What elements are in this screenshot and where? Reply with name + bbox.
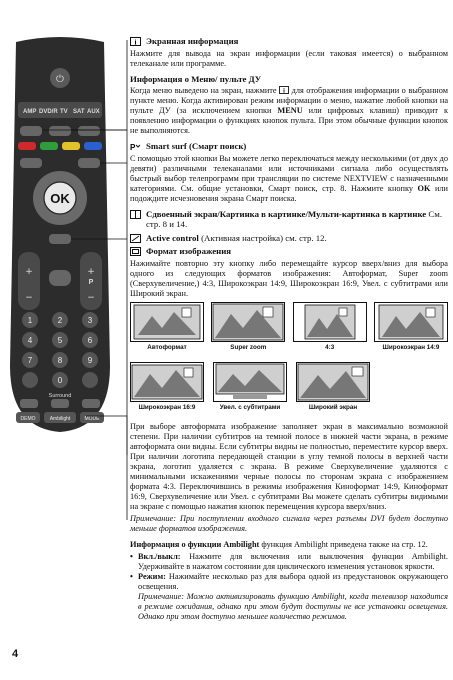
volume-down-label: −: [25, 293, 33, 303]
blue-key[interactable]: [84, 142, 102, 150]
svg-text:i: i: [134, 38, 137, 46]
mode-key-dvd[interactable]: DVD/R: [39, 109, 58, 115]
format-caption: Super zoom: [230, 343, 267, 351]
digit-label-9: 9: [87, 356, 93, 365]
format-auto-image: [130, 302, 204, 342]
digit-label-5: 5: [57, 336, 63, 345]
active-control-icon: [130, 234, 141, 243]
ambilight-label: Ambilight: [49, 416, 71, 422]
dual-screen-title-row: [130, 209, 448, 230]
menu-info-text-a: Когда меню выведено на экран, нажмите: [130, 86, 280, 95]
digit-label-4: 4: [27, 336, 33, 345]
ambilight-mode-label: Режим:: [138, 571, 166, 581]
svg-text:i: i: [283, 87, 285, 94]
picture-format-note: Примечание: При поступлении входного сигнала через разъемы DVI будет доступно меньше форматов изображения.: [130, 513, 448, 533]
ambilight-intro: [130, 540, 448, 550]
format-43-image: [293, 302, 367, 342]
menu-button[interactable]: [78, 126, 100, 136]
ambilight-note: Примечание: Можно активизировать функцию Ambilight, когда телевизор находится в режиме ожидания, однако при этом будут доступны не все установки освещения. Однако при этом доступно меньшее количество режимов.: [138, 591, 448, 621]
dual-screen-icon: [130, 210, 141, 219]
format-frame: [293, 302, 367, 358]
format-frame: [213, 362, 287, 418]
format-caption: Широкоэкран 14:9: [382, 343, 440, 351]
menu-info-text-b: для отображения информации о выбранном пункте меню. Когда активирован режим информации о меню, нажатие любой кнопки на пульте ДУ (за исключением кнопки: [130, 86, 448, 115]
format-frame: [296, 362, 370, 418]
format-caption: Автоформат: [147, 343, 187, 351]
format-frames-row-2: [130, 362, 448, 418]
picture-format-icon: [130, 247, 141, 256]
digit-label-8: 8: [57, 356, 63, 365]
picture-format-text: Нажимайте повторно эту кнопку либо перемещайте курсор вверх/вниз для выбора одного из следующих форматов изображения: Автоформат, Super zoom (Сверхувеличение,) 4:3, Широкоэкран 14:9, Широкоэкран 16:9, Увел. с субтитрами или Широкий экран.: [130, 258, 448, 298]
remote-control-illustration: [2, 36, 118, 434]
picture-format-body: При выборе автоформата изображение заполняет экран в максимально возможной степени. При наличии субтитров на темной полосе в нижней части экрана, в режиме автоформата они видны. Если субтитры видны не полностью, переместите курсор вверх. При наличии логотипа передающей станции в углу темной полосы в верхней части экрана, логотип удаляется с экрана. В режиме Сверхувеличение удаляются с минимальными искажениями черные полосы по сторонам экрана с изображением формата 4:3. Переключившись в режимы изображения Киноформат 14:9, Киноформат 16:9, Сверхувеличение или Увел. с субтитрами Вы можете сделать субтитры видимыми на экране с помощью нажатия кнопок перемещения курсора вверх/вниз.: [130, 421, 448, 511]
picture-format-title-row: [130, 246, 448, 257]
smart-surf-text-a: С помощью этой кнопки Вы можете легко переключаться между несколькими (от двух до девяти) различными телеканалами или источниками сигнала либо осуществлять быстрый выбор телепрограмм при трансляции по системе NEXTVIEW с назначенными категориями. См. общие установки, Смарт поиск, стр. 8. Нажмите кнопку: [130, 153, 449, 193]
smart-surf-text-b: или подождите исчезновения экрана Смарт поиска.: [130, 183, 448, 203]
format-frame: [211, 302, 285, 358]
dual-screen-ref: См. стр. 8 и 14.: [146, 208, 443, 229]
red-key[interactable]: [18, 142, 36, 150]
format-wide149-image: [374, 302, 448, 342]
format-caption: Широкоэкран 16:9: [138, 403, 196, 411]
surround-label: Surround: [48, 393, 72, 399]
ok-label: OK: [50, 191, 70, 206]
smart-surf-icon: [130, 142, 141, 151]
teletext-key[interactable]: [22, 372, 38, 388]
previous-program-key[interactable]: [82, 372, 98, 388]
page-number: 4: [12, 648, 19, 660]
smart-surf-button[interactable]: [49, 126, 71, 136]
menu-key-name: MENU: [277, 106, 303, 115]
picture-format-title: Формат изображения: [146, 246, 232, 256]
info-icon-inline: [279, 86, 289, 94]
ambilight-onoff-label: Вкл./выкл:: [138, 551, 181, 561]
program-p-label: P: [88, 279, 94, 286]
digit-label-6: 6: [87, 336, 93, 345]
dual-screen-button[interactable]: [20, 158, 42, 168]
program-up-label: +: [87, 267, 95, 277]
ambilight-title: Информация о функции Ambilight: [130, 539, 260, 549]
surround-left-button[interactable]: [20, 399, 38, 408]
text-column: [130, 36, 448, 622]
format-caption: Увел. с субтитрами: [219, 403, 281, 411]
format-caption: Широкий экран: [308, 403, 358, 411]
format-widescreen-image: [296, 362, 370, 402]
screen-info-title: Экранная информация: [146, 36, 239, 46]
info-button[interactable]: [20, 126, 42, 136]
active-control-title: Active control: [146, 232, 199, 243]
info-icon: [130, 37, 141, 46]
smart-surf-title-row: [130, 141, 448, 152]
ambilight-onoff-item: • Вкл./выкл: Нажмите для включения или выключения функции Ambilight. Удерживайте в нажатом состоянии для циклического изменения установок яркости.: [130, 551, 448, 571]
format-frame: [130, 302, 204, 358]
yellow-key[interactable]: [62, 142, 80, 150]
active-control-title-row: [130, 233, 448, 244]
menu-info-title-text: Информация о Меню/ пульте ДУ: [130, 73, 262, 84]
volume-up-label: +: [25, 267, 33, 277]
format-superzoom-image: [211, 302, 285, 342]
digit-label-7: 7: [27, 356, 33, 365]
smart-surf-title: Smart surf (Смарт поиск): [146, 141, 247, 151]
ambilight-onoff-text: Нажмите для включения или выключения функции Ambilight. Удерживайте в нажатом состоянии для циклического изменения установок яркости.: [138, 551, 448, 571]
format-subtitle-zoom-image: [213, 362, 287, 402]
mode-key-aux[interactable]: AUX: [87, 109, 100, 115]
surround-right-button[interactable]: [82, 399, 100, 408]
surround-mid-button[interactable]: [51, 399, 69, 408]
program-down-label: −: [87, 293, 95, 303]
format-wide169-image: [130, 362, 204, 402]
digit-label-3: 3: [87, 316, 93, 325]
digit-label-0: 0: [57, 376, 63, 385]
menu-info-text-c: или цифровых клавиш) приводит к появлению информации о функциях кнопок пульта. При этом обычные функции кнопок не выполняются.: [130, 106, 448, 135]
screen-info-text: Нажмите для вывода на экран информации (если таковая имеется) о выбранном телеканале или программе.: [130, 48, 448, 68]
picture-format-button[interactable]: [49, 234, 71, 244]
format-frame: [374, 302, 448, 358]
smart-surf-text: [130, 154, 448, 204]
power-icon: ⏻: [56, 74, 64, 85]
digit-label-2: 2: [57, 316, 63, 325]
format-frames-row-1: [130, 302, 448, 358]
menu-info-title: [130, 74, 448, 85]
digit-label-1: 1: [27, 316, 33, 325]
active-control-text: (Активная настройка) см. стр. 12.: [201, 232, 327, 243]
format-caption: 4:3: [325, 343, 335, 351]
active-control-button[interactable]: [78, 158, 100, 168]
ambilight-mode-item: • Режим: Нажимайте несколько раз для выбора одной из предустановок окружающего освещения.: [130, 571, 448, 591]
menu-info-text: [130, 86, 448, 136]
dual-screen-title: Сдвоенный экран/Картинка в картинке/Мульти-картинка в картинке: [146, 208, 427, 219]
mode-key-sat[interactable]: SAT: [73, 109, 85, 115]
mode-key-tv[interactable]: TV: [60, 109, 68, 115]
ok-key-name: OK: [417, 183, 431, 193]
svg-text:P: P: [130, 143, 136, 151]
ambilight-title-rest: функция Ambilight приведена также на стр. 12.: [259, 539, 428, 549]
mode-label: MODE: [84, 416, 100, 422]
mode-key-amp[interactable]: AMP: [23, 109, 37, 115]
screen-info-title-row: [130, 36, 448, 47]
green-key[interactable]: [40, 142, 58, 150]
format-frame: [130, 362, 204, 418]
demo-label: DEMO: [20, 416, 36, 422]
mute-button[interactable]: [49, 270, 71, 286]
ambilight-mode-text: Нажимайте несколько раз для выбора одной из предустановок окружающего освещения.: [138, 571, 448, 591]
